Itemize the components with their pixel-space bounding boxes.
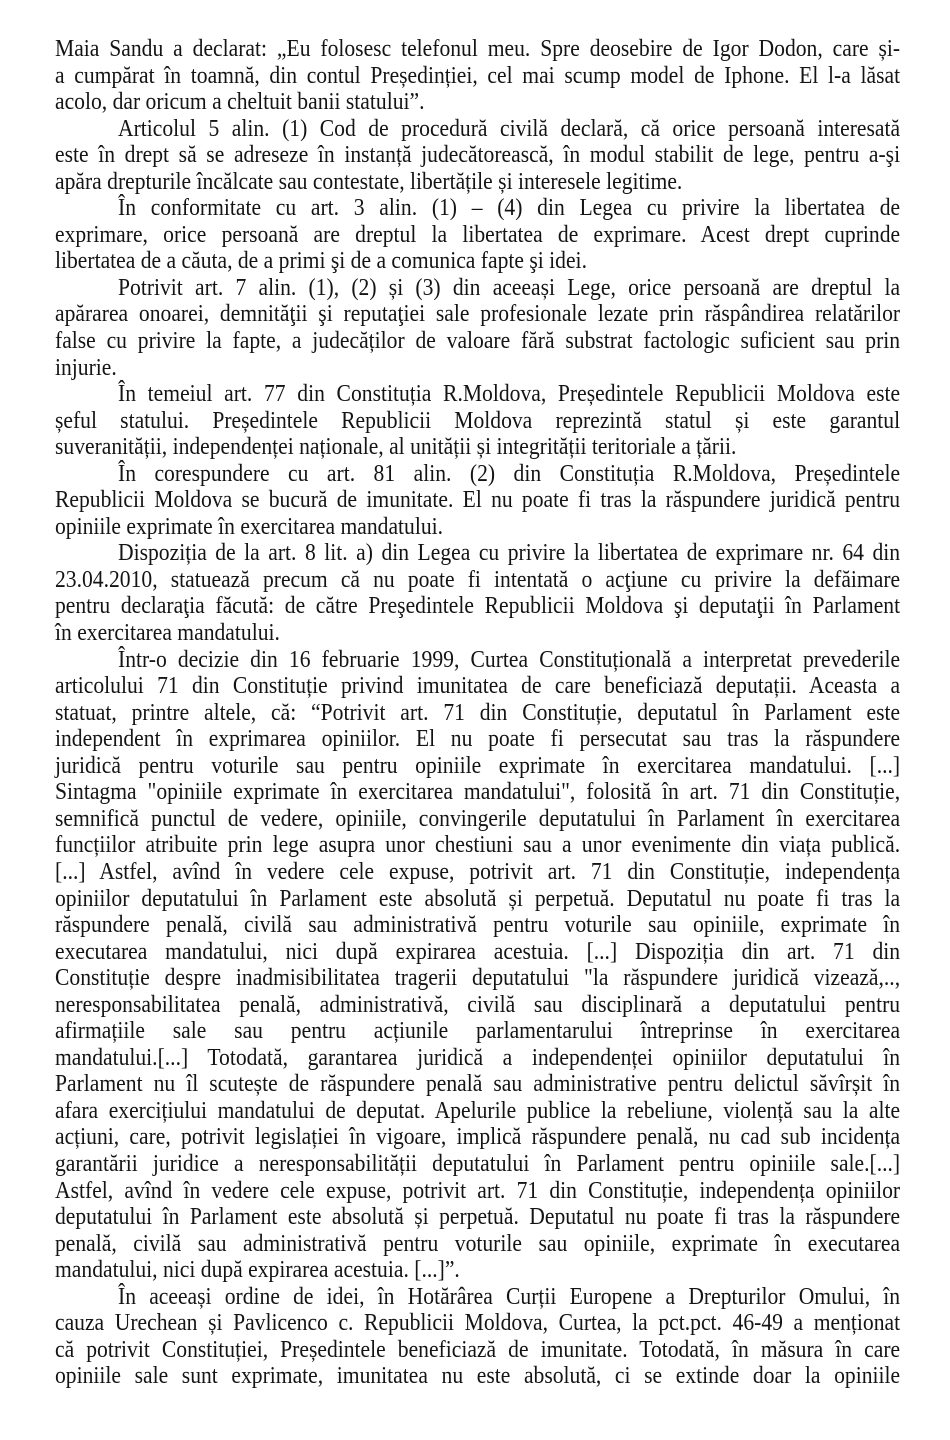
paragraph <box>55 647 900 1284</box>
text-line: articolului 71 din Constituție privind imunitatea de care beneficiază deputații. Aceasta a <box>55 673 901 700</box>
text-line: Maia Sandu a declarat: „Eu folosesc telefonul meu. Spre deosebire de Igor Dodon, care și- <box>55 36 901 62</box>
text-line: Astfel, avînd în vedere cele expuse, potrivit art. 71 din Constituție, independența opiniilor <box>55 1177 901 1204</box>
text-line: executarea mandatului, nici după expirarea acestuia. [...] Dispoziția din art. 71 din <box>55 938 901 965</box>
text-line: răspundere penală, civilă sau administrativă pentru voturile sau opiniile, exprimate în <box>55 912 901 939</box>
text-line: În conformitate cu art. 3 alin. (1) – (4) din Legea cu privire la libertatea de <box>118 195 901 222</box>
text-line: Sintagma "opiniile exprimate în exercitarea mandatului", folosită în art. 71 din Constituție, <box>55 779 901 806</box>
text-line: cauza Urechean și Pavlicenco c. Republicii Moldova, Curtea, la pct.pct. 46-49 a menționat <box>55 1310 901 1337</box>
text-line: apărarea onoarei, demnităţii şi reputaţiei sale profesionale lezate prin răspândirea relatărilor <box>55 301 901 328</box>
text-line: 23.04.2010, statuează precum că nu poate fi intentată o acţiune cu privire la defăimare <box>55 566 901 593</box>
text-line: a cumpărat în toamnă, din contul Președinției, cel mai scump model de Iphone. El l-a lăsat <box>55 62 901 89</box>
text-line: independent în exprimarea opiniilor. El nu poate fi persecutat sau tras la răspundere <box>55 726 901 753</box>
text-line: Dispoziția de la art. 8 lit. a) din Legea cu privire la libertatea de exprimare nr. 64 din <box>118 540 901 567</box>
text-line: semnifică punctul de vedere, opiniile, convingerile deputatului în Parlament în exercitarea <box>55 805 901 832</box>
text-line: opiniile exprimate în exercitarea mandatului. <box>55 513 444 540</box>
text-line: Potrivit art. 7 alin. (1), (2) și (3) din aceeași Lege, orice persoană are dreptul la <box>118 274 901 301</box>
text-line: șeful statului. Președintele Republicii Moldova reprezintă statul și este garantul <box>55 407 901 434</box>
text-line: este în drept să se adreseze în instanță judecătorească, în modul stabilit de lege, pentru a-şi <box>55 142 901 169</box>
text-line: Republicii Moldova se bucură de imunitate. El nu poate fi tras la răspundere juridică pentru <box>55 487 901 514</box>
text-line: afara exercițiului mandatului de deputat. Apelurile publice la rebeliune, violență sau la alte <box>55 1097 901 1124</box>
text-line: false cu privire la fapte, a judecăților de valoare fără substrat factologic suficient sau prin <box>55 328 901 355</box>
paragraph <box>55 36 900 116</box>
text-line: În temeiul art. 77 din Constituția R.Moldova, Președintele Republicii Moldova este <box>118 381 901 408</box>
text-line: funcțiilor atribuite prin lege asupra unor chestiuni sau a unor evenimente din viața publică. <box>55 832 901 859</box>
text-line: deputatului în Parlament este absolută și perpetuă. Deputatul nu poate fi tras la răspundere <box>55 1204 901 1231</box>
text-line: apăra drepturile încălcate sau contestate, libertățile și interesele legitime. <box>55 168 683 195</box>
paragraph <box>55 461 900 541</box>
document-page <box>55 36 900 1390</box>
paragraph <box>55 540 900 646</box>
text-line: mandatului, nici după expirarea acestuia. [...]”. <box>55 1257 460 1284</box>
text-line: acolo, dar oricum a cheltuit banii statului”. <box>55 89 425 116</box>
text-line: pentru declaraţia făcută: de către Preşedintele Republicii Moldova şi deputaţii în Parlament <box>55 593 901 620</box>
text-line: juridică pentru voturile sau pentru opiniile exprimate în exercitarea mandatului. [...] <box>55 752 901 779</box>
text-line: suveranității, independenței naționale, al unității și integrității teritoriale a țării. <box>55 434 737 461</box>
text-line: În aceeași ordine de idei, în Hotărârea Curții Europene a Drepturilor Omului, în <box>118 1283 901 1310</box>
text-line: opiniilor deputatului în Parlament este absolută și perpetuă. Deputatul nu poate fi tras la <box>55 885 901 912</box>
text-line: acțiuni, care, potrivit legislației în vigoare, implică răspundere penală, nu cad sub incidența <box>55 1124 901 1151</box>
text-line: statuat, printre altele, că: “Potrivit art. 71 din Constituție, deputatul în Parlament este <box>55 699 901 726</box>
paragraph <box>55 1284 900 1390</box>
paragraph <box>55 116 900 196</box>
text-line: injurie. <box>55 354 117 381</box>
text-line: Într-o decizie din 16 februarie 1999, Curtea Constituțională a interpretat prevederile <box>118 646 901 673</box>
text-line: penală, civilă sau administrativă pentru voturile sau opiniile, exprimate în executarea <box>55 1230 901 1257</box>
text-line: Constituție despre inadmisibilitatea tragerii deputatului "la răspundere juridică vizează,.., <box>55 965 901 992</box>
text-line: în exercitarea mandatului. <box>55 620 280 647</box>
text-line: exprimare, orice persoană are dreptul la libertatea de exprimare. Acest drept cuprinde <box>55 221 901 248</box>
text-line: În corespundere cu art. 81 alin. (2) din Constituția R.Moldova, Președintele <box>118 460 901 487</box>
text-line: Articolul 5 alin. (1) Cod de procedură civilă declară, că orice persoană interesată <box>118 115 901 142</box>
text-line: că potrivit Constituției, Președintele beneficiază de imunitate. Totodată, în măsura în care <box>55 1336 901 1363</box>
text-line: [...] Astfel, avînd în vedere cele expuse, potrivit art. 71 din Constituție, independența <box>55 858 901 885</box>
paragraph <box>55 195 900 275</box>
text-line: Parlament nu îl scutește de răspundere penală sau administrative pentru delictul săvîrșit în <box>55 1071 901 1098</box>
paragraph <box>55 381 900 461</box>
text-line: opiniile sale sunt exprimate, imunitatea nu este absolută, ci se extinde doar la opiniile <box>55 1363 901 1390</box>
text-line: garantării juridice a neresponsabilității deputatului în Parlament pentru opiniile sale.[...] <box>55 1150 901 1177</box>
text-line: neresponsabilitatea penală, administrativă, civilă sau disciplinară a deputatului pentru <box>55 991 901 1018</box>
text-line: afirmațiile sale sau pentru acțiunile parlamentarului întreprinse în exercitarea <box>55 1018 901 1045</box>
text-line: mandatului.[...] Totodată, garantarea juridică a independenței opiniilor deputatului în <box>55 1044 901 1071</box>
text-line: libertatea de a căuta, de a primi şi de a comunica fapte şi idei. <box>55 248 587 275</box>
paragraph <box>55 275 900 381</box>
